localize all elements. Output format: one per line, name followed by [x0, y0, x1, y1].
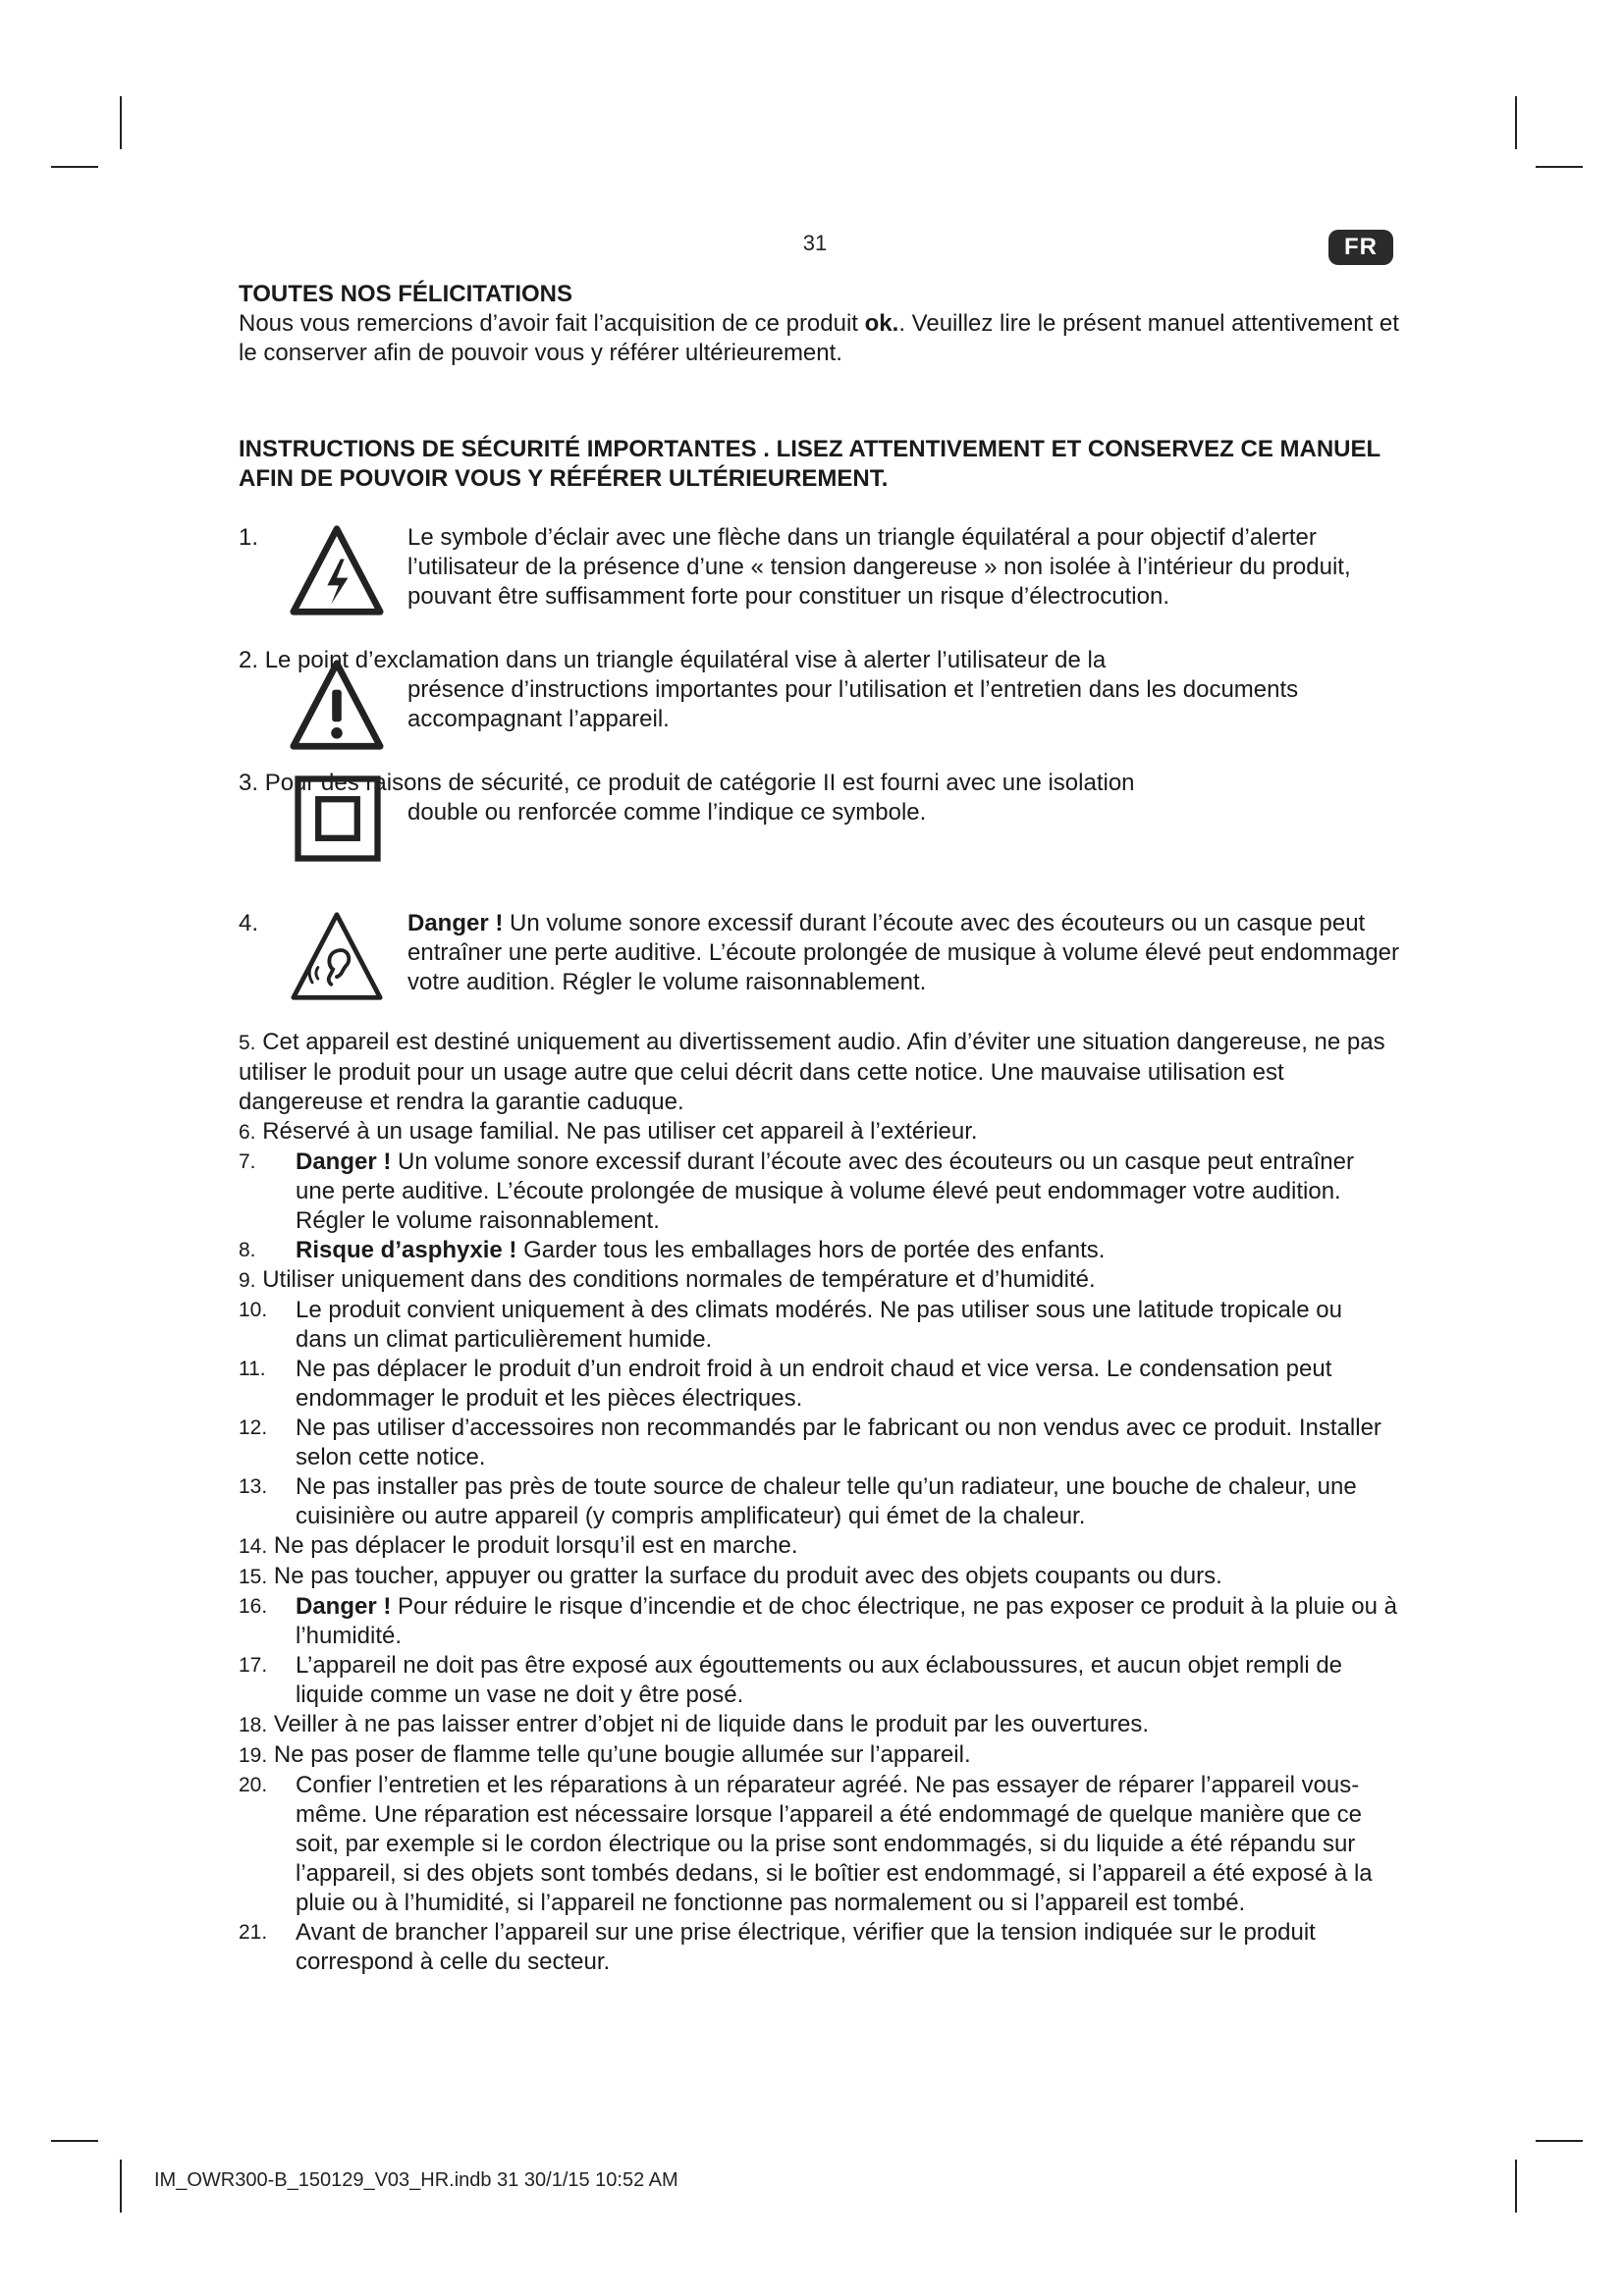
- safety-list: [239, 1028, 1399, 1977]
- crop-mark-bottom-left-h: [51, 2140, 98, 2142]
- crop-mark-top-left-h: [51, 166, 98, 168]
- list-item-body: 5. Cet appareil est destiné uniquement au divertissement audio. Afin d’éviter une situation dangereuse, ne pas utiliser le produit pour un usage autre que celui décrit dans cette notice. Une mauvaise utilisation est dangereuse et rendra la garantie caduque.: [239, 1029, 1385, 1115]
- language-badge: FR: [1328, 230, 1393, 265]
- list-item: 16. Danger ! Pour réduire le risque d’incendie et de choc électrique, ne pas exposer ce produit à la pluie ou à l’humidité.: [239, 1593, 1397, 1649]
- crop-mark-top-right-v: [1515, 96, 1517, 149]
- list-item: 7. Danger ! Un volume sonore excessif durant l’écoute avec des écouteurs ou un casque peut entraîner une perte auditive. L’écoute prolongée de musique à volume élevé peut endommager votre audition. Régler le volume raisonnablement.: [239, 1148, 1354, 1234]
- symbol-item-text: Le symbole d’éclair avec une flèche dans un triangle équilatéral a pour objectif d’alerter l’utilisateur de la présence d’une « tension dangereuse » non isolée à l’intérieur du produit, pouvant être suffisamment forte pour constituer un risque d’électrocution.: [407, 524, 1351, 610]
- list-item: 6. Réservé à un usage familial. Ne pas utiliser cet appareil à l’extérieur.: [239, 1118, 978, 1145]
- symbol-item: 2. Le point d’exclamation dans un triangle équilatéral vise à alerter l’utilisateur de la présence d’instructions importantes pour l’utilisation et l’entretien dans les documents accompagnant l’appareil.: [239, 646, 1399, 739]
- symbol-item: 1. Le symbole d’éclair avec une flèche dans un triangle équilatéral a pour objectif d’alerter l’utilisateur de la présence d’une « tension dangereuse » non isolée à l’intérieur du produit, pouvant être suffisamment forte pour constituer un risque d’électrocution.: [239, 523, 1399, 616]
- list-item: 10. Le produit convient uniquement à des climats modérés. Ne pas utiliser sous une latitude tropicale ou dans un climat particulièrement humide.: [239, 1297, 1342, 1353]
- congrats-title: TOUTES NOS FÉLICITATIONS: [239, 281, 573, 307]
- asphyxia-label: Risque d’asphyxie !: [296, 1237, 517, 1263]
- symbol-item: 4. Danger ! Un volume sonore excessif durant l’écoute avec des écouteurs ou un casque peut entraîner une perte auditive. L’écoute prolongée de musique à volume élevé peut endommager votre audition. Régler le volume raisonnablement.: [239, 909, 1399, 1002]
- list-item: 13. Ne pas installer pas près de toute source de chaleur telle qu’un radiateur, une bouche de chaleur, une cuisinière ou autre appareil (y compris amplificateur) qui émet de la chaleur.: [239, 1473, 1357, 1529]
- list-item: 17. L’appareil ne doit pas être exposé aux égouttements ou aux éclaboussures, et aucun objet rempli de liquide comme un vase ne doit y être posé.: [239, 1652, 1343, 1708]
- list-item: 11. Ne pas déplacer le produit d’un endroit froid à un endroit chaud et vice versa. Le condensation peut endommager le produit et les pièces électriques.: [239, 1356, 1332, 1412]
- symbol-item-text: Pour des raisons de sécurité, ce produit de catégorie II est fourni avec une isolation: [264, 770, 1135, 796]
- crop-mark-bottom-right-v: [1515, 2160, 1517, 2213]
- list-item: 14. Ne pas déplacer le produit lorsqu’il est en marche.: [239, 1532, 798, 1559]
- page-number: 31: [802, 231, 828, 255]
- list-item: 20. Confier l’entretien et les réparations à un réparateur agréé. Ne pas essayer de réparer l’appareil vous-même. Une réparation est nécessaire lorsque l’appareil a été endommagé de quelque manière que ce soit, par exemple si le cordon électrique ou la prise sont endommagés, si du liquide a été répandu sur l’appareil, si des objets sont tombés dedans, si le boîtier est endommagé, si l’appareil a été exposé à la pluie ou à l’humidité, si l’appareil ne fonctionne pas normalement ou si l’appareil est tombé.: [239, 1772, 1373, 1916]
- hearing-warning-icon: [290, 909, 384, 1003]
- brand-name: ok.: [864, 310, 899, 337]
- crop-mark-bottom-left-v: [120, 2160, 122, 2213]
- double-insulation-icon: [294, 774, 382, 863]
- crop-mark-top-right-h: [1536, 166, 1583, 168]
- list-item: 12. Ne pas utiliser d’accessoires non recommandés par le fabricant ou non vendus avec ce produit. Installer selon cette notice.: [239, 1415, 1381, 1470]
- danger-label: Danger !: [296, 1148, 392, 1175]
- danger-label: Danger !: [296, 1593, 392, 1620]
- symbol-item-text: Le point d’exclamation dans un triangle équilatéral vise à alerter l’utilisateur de la: [264, 647, 1107, 673]
- exclamation-triangle-icon: [290, 658, 384, 752]
- crop-mark-bottom-right-h: [1536, 2140, 1583, 2142]
- safety-heading: INSTRUCTIONS DE SÉCURITÉ IMPORTANTES . LISEZ ATTENTIVEMENT ET CONSERVEZ CE MANUEL AFIN DE POUVOIR VOUS Y RÉFÉRER ULTÉRIEUREMENT.: [239, 436, 1380, 492]
- list-item: 9. Utiliser uniquement dans des conditions normales de température et d’humidité.: [239, 1266, 1096, 1293]
- list-item: 18. Veiller à ne pas laisser entrer d’objet ni de liquide dans le produit par les ouvertures.: [239, 1711, 1150, 1737]
- symbol-item: 3. Pour des raisons de sécurité, ce produit de catégorie II est fourni avec une isolation double ou renforcée comme l’indique ce symbole.: [239, 769, 1399, 862]
- symbol-item-text: Un volume sonore excessif durant l’écoute avec des écouteurs ou un casque peut entraîner une perte auditive. L’écoute prolongée de musique à volume élevé peut endommager votre audition. Régler le volume raisonnablement.: [407, 910, 1400, 995]
- lightning-triangle-icon: [290, 523, 384, 617]
- list-item: 15. Ne pas toucher, appuyer ou gratter la surface du produit avec des objets coupants ou durs.: [239, 1563, 1222, 1589]
- symbol-item-text: présence d’instructions importantes pour l’utilisation et l’entretien dans les documents accompagnant l’appareil.: [407, 676, 1299, 732]
- danger-label: Danger !: [407, 910, 504, 936]
- crop-mark-top-left-v: [120, 96, 122, 149]
- list-item: 8. Risque d’asphyxie ! Garder tous les emballages hors de portée des enfants.: [239, 1237, 1106, 1263]
- main-content: [239, 280, 1399, 1977]
- list-item: 21. Avant de brancher l’appareil sur une prise électrique, vérifier que la tension indiquée sur le produit correspond à celle du secteur.: [239, 1919, 1316, 1975]
- list-item: [239, 1028, 1399, 1117]
- print-footer: IM_OWR300-B_150129_V03_HR.indb 31 30/1/15 10:52 AM: [154, 2169, 678, 2191]
- list-item: 19. Ne pas poser de flamme telle qu’une bougie allumée sur l’appareil.: [239, 1741, 971, 1768]
- symbol-item-text: double ou renforcée comme l’indique ce symbole.: [407, 799, 927, 826]
- congrats-text: Nous vous remercions d’avoir fait l’acquisition de ce produit ok.. Veuillez lire le présent manuel attentivement et le conserver afin de pouvoir vous y référer ultérieurement.: [239, 310, 1399, 366]
